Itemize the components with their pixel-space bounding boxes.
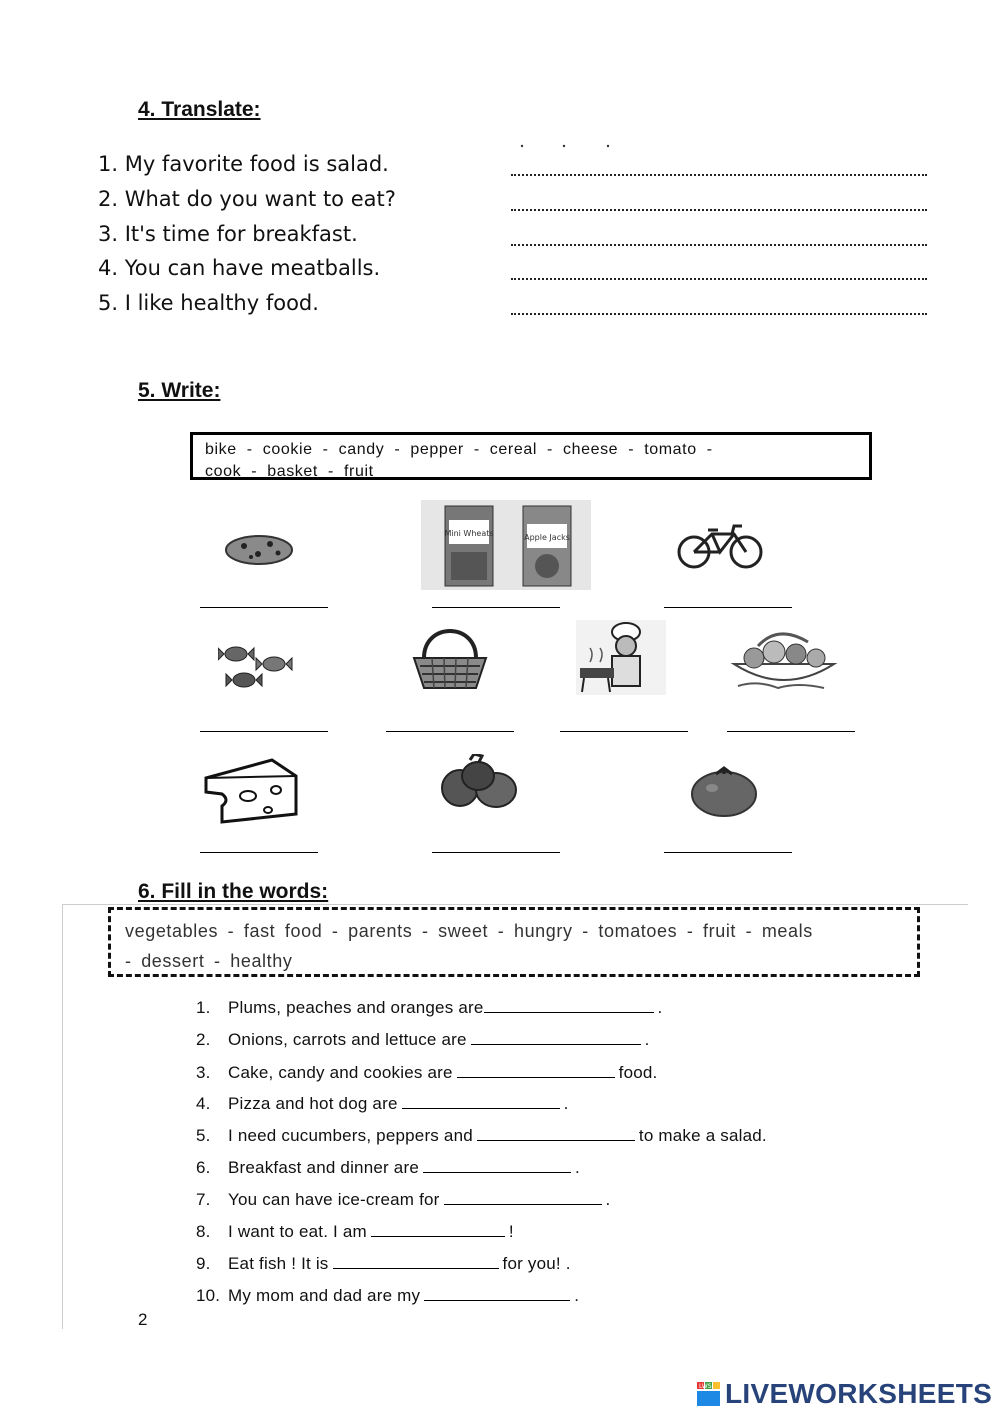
fill-blank-input[interactable]: [424, 1286, 570, 1301]
liveworksheets-logo[interactable]: [697, 1376, 992, 1412]
divider: [62, 904, 968, 905]
cereal-box-label: Apple Jacks: [524, 533, 570, 542]
item-number: 10.: [196, 1286, 221, 1305]
brand-name: LIVEWORKSHEETS: [725, 1378, 993, 1409]
item-text: Onions, carrots and lettuce are: [228, 1030, 467, 1049]
item-number: 3.: [196, 1063, 211, 1082]
translate-answer-field[interactable]: [511, 168, 927, 176]
write-answer-field[interactable]: [432, 607, 560, 608]
item-text: to make a salad.: [638, 1126, 767, 1145]
item-text: !: [508, 1222, 514, 1241]
write-answer-field[interactable]: [664, 607, 792, 608]
fill-item: [196, 1126, 767, 1146]
divider: [62, 904, 63, 1329]
translate-row: [98, 291, 933, 321]
item-text: Plums, peaches and oranges are: [228, 998, 484, 1017]
item-text: Pizza and hot dog are: [228, 1094, 398, 1113]
write-answer-field[interactable]: [664, 852, 792, 853]
logo-letters: LWS: [699, 1383, 712, 1390]
word-box-line: vegetables - fast food - parents - sweet - hungry - tomatoes - fruit - meals: [125, 921, 813, 941]
item-text: I want to eat. I am: [228, 1222, 367, 1241]
fill-blank-input[interactable]: [444, 1190, 602, 1205]
basket-image: [410, 622, 490, 692]
bike-image: [676, 522, 764, 570]
cook-image: [576, 620, 666, 695]
cereal-image: [421, 500, 591, 590]
translate-answer-field[interactable]: [511, 238, 927, 246]
write-word-box: [190, 432, 872, 480]
cheese-image: [202, 756, 300, 826]
translate-title: 4. Translate:: [138, 98, 261, 121]
item-text: My mom and dad are my: [228, 1286, 421, 1305]
translate-sentence: 3. It's time for breakfast.: [98, 222, 358, 246]
fruit-image: [728, 624, 840, 696]
translate-sentence: 1. My favorite food is salad.: [98, 152, 389, 176]
item-text: Cake, candy and cookies are: [228, 1063, 453, 1082]
write-answer-field[interactable]: [386, 731, 514, 732]
item-number: 5.: [196, 1126, 211, 1145]
translate-answer-field[interactable]: [511, 203, 927, 211]
item-text: .: [563, 1094, 569, 1113]
item-text: .: [605, 1190, 611, 1209]
item-number: 8.: [196, 1222, 211, 1241]
item-text: Eat fish ! It is: [228, 1254, 329, 1273]
pepper-image: [440, 754, 520, 810]
write-answer-field[interactable]: [200, 731, 328, 732]
item-text: .: [574, 1286, 580, 1305]
translate-sentence: 5. I like healthy food.: [98, 291, 319, 315]
page-number: 2: [138, 1310, 148, 1329]
fill-item: [196, 1222, 514, 1242]
write-answer-field[interactable]: [727, 731, 855, 732]
fill-blank-input[interactable]: [402, 1094, 560, 1109]
item-number: 6.: [196, 1158, 211, 1177]
translate-row: [98, 152, 933, 182]
write-answer-field[interactable]: [432, 852, 560, 853]
fill-blank-input[interactable]: [484, 998, 654, 1013]
item-text: Breakfast and dinner are: [228, 1158, 419, 1177]
fill-item: [196, 1286, 579, 1306]
scan-speck: [520, 136, 620, 142]
item-text: .: [657, 998, 663, 1017]
fill-item: [196, 1094, 569, 1114]
fill-blank-input[interactable]: [471, 1030, 641, 1045]
item-number: 2.: [196, 1030, 211, 1049]
fill-item: [196, 998, 662, 1018]
fill-item: [196, 1190, 610, 1210]
fill-blank-input[interactable]: [477, 1126, 635, 1141]
fill-item: [196, 1030, 650, 1050]
candy-image: [218, 642, 298, 694]
fill-item: [196, 1254, 571, 1274]
tomato-image: [690, 766, 758, 818]
cookie-image: [224, 530, 294, 570]
item-text: You can have ice-cream for: [228, 1190, 440, 1209]
fill-title: 6. Fill in the words:: [138, 880, 329, 903]
item-text: food.: [618, 1063, 658, 1082]
fill-item: [196, 1158, 580, 1178]
translate-sentence: 4. You can have meatballs.: [98, 256, 381, 280]
item-text: .: [574, 1158, 580, 1177]
fill-word-box: [108, 907, 920, 977]
cereal-box-label: Mini Wheats: [444, 529, 494, 538]
item-text: for you! .: [502, 1254, 571, 1273]
fill-item: [196, 1063, 657, 1083]
item-text: .: [644, 1030, 650, 1049]
fill-blank-input[interactable]: [457, 1063, 615, 1078]
liveworksheets-icon: [697, 1380, 721, 1408]
fill-blank-input[interactable]: [333, 1254, 499, 1269]
translate-row: [98, 256, 933, 286]
translate-answer-field[interactable]: [511, 272, 927, 280]
item-text: I need cucumbers, peppers and: [228, 1126, 473, 1145]
item-number: 4.: [196, 1094, 211, 1113]
fill-blank-input[interactable]: [423, 1158, 571, 1173]
write-answer-field[interactable]: [560, 731, 688, 732]
write-title: 5. Write:: [138, 379, 221, 402]
fill-blank-input[interactable]: [371, 1222, 505, 1237]
translate-answer-field[interactable]: [511, 307, 927, 315]
item-number: 1.: [196, 998, 211, 1017]
translate-row: [98, 187, 933, 217]
translate-row: [98, 222, 933, 252]
write-answer-field[interactable]: [200, 852, 318, 853]
item-number: 7.: [196, 1190, 211, 1209]
write-answer-field[interactable]: [200, 607, 328, 608]
translate-sentence: 2. What do you want to eat?: [98, 187, 396, 211]
word-box-line: cook - basket - fruit: [205, 463, 374, 480]
word-box-line: bike - cookie - candy - pepper - cereal - cheese - tomato -: [205, 441, 713, 458]
word-box-line: - dessert - healthy: [125, 951, 293, 971]
item-number: 9.: [196, 1254, 211, 1273]
